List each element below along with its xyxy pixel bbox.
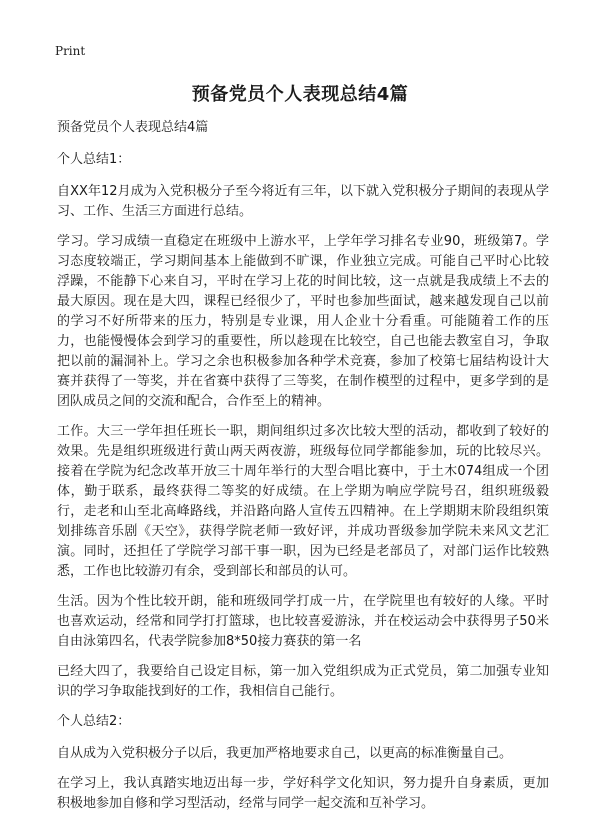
- paragraph-work: 工作。大三一学年担任班长一职，期间组织过多次比较大型的活动，都收到了较好的效果。先是组织班级进行黄山两天两夜游，班级每位同学都能参加，玩的比较尽兴。接着在学院为纪念改革开放三十周年举行的大型合唱比赛中，于土木074组成一个团体，勤于联系，最终获得二等奖的好成绩。在上学期为响应学院号召，组织班级毅行，走老和山至北高峰路线，并沿路向路人宣传五四精神。在上学期期末阶段组织策划排练音乐剧《天空》，获得学院老师一致好评，并成功晋级参加学院未来风文艺汇演。同时，还担任了学院学习部干事一职，因为已经是老部员了，对部门运作比较熟悉，工作也比较游刃有余，受到部长和部员的认可。: [57, 424, 549, 579]
- paragraph-life: 生活。因为个性比较开朗，能和班级同学打成一片，在学院里也有较好的人缘。平时也喜欢运动，经常和同学打打篮球，也比较喜爱游泳，并在校运动会中获得男子50米自由泳第四名，代表学院参加8*50接力赛获的第一名: [57, 594, 549, 649]
- document-body: [57, 118, 549, 824]
- document-subtitle: 预备党员个人表现总结4篇: [57, 120, 209, 135]
- paragraph-study: 学习。学习成绩一直稳定在班级中上游水平，上学年学习排名专业90，班级第7。学习态度较端正，学习期间基本上能做到不旷课，作业独立完成。可能自己平时心比较浮躁，不能静下心来自习，平时在学习上花的时间比较，这一点就是我成绩上不去的最大原因。现在是大四，课程已经很少了，平时也参加些面试，越来越发现自己以前的学习不好所带来的压力，特别是专业课，用人企业十分看重。可能随着工作的压力，也能慢慢体会到学习的重要性，所以趁现在比较空，自己也能去教室自习，争取把以前的漏洞补上。学习之余也积极参加各种学术竞赛，参加了校第七届结构设计大赛并获得了一等奖，并在省赛中获得了三等奖，在制作模型的过程中，更多学到的是团队成员之间的交流和配合，合作至上的精神。: [57, 234, 549, 409]
- paragraph-learning: 在学习上，我认真踏实地迈出每一步，学好科学文化知识，努力提升自身素质，更加积极地参加自修和学习型活动，经常与同学一起交流和互补学习。: [57, 776, 549, 811]
- paragraph-strict: 自从成为入党积极分子以后，我更加严格地要求自己，以更高的标准衡量自己。: [57, 746, 513, 761]
- paragraph-intro: 自XX年12月成为入党积极分子至今将近有三年，以下就入党积极分子期间的表现从学习、工作、生活三方面进行总结。: [57, 184, 549, 219]
- page-title: 预备党员个人表现总结4篇: [191, 84, 409, 105]
- paragraph-goals: 已经大四了，我要给自己设定目标，第一加入党组织成为正式党员，第二加强专业知识的学习争取能找到好的工作，我相信自己能行。: [57, 664, 549, 699]
- print-link[interactable]: Print: [55, 44, 86, 58]
- section-heading-2: 个人总结2：: [57, 714, 131, 729]
- section-heading-1: 个人总结1：: [57, 152, 131, 167]
